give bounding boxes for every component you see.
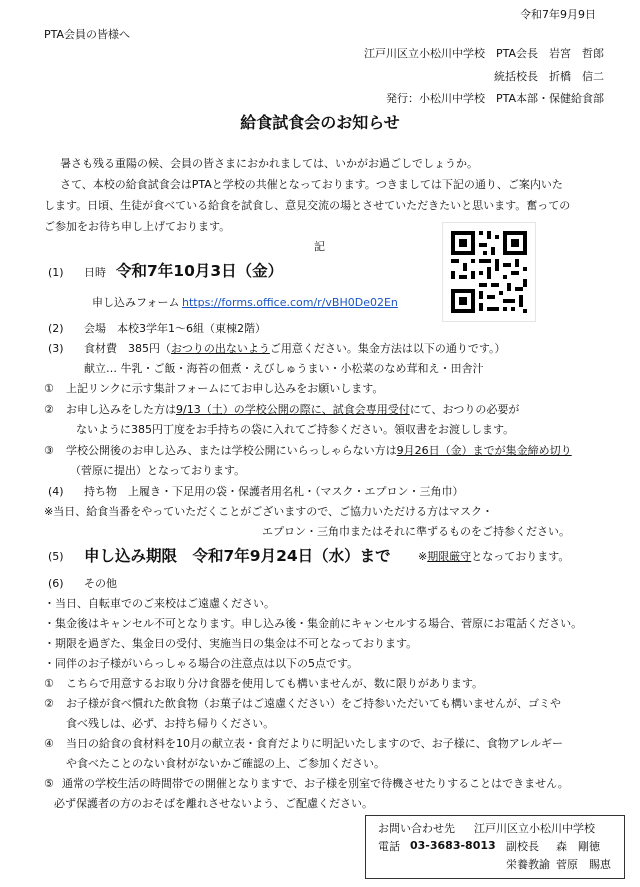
contact-label: お問い合わせ先 [378,822,455,835]
note1-number: ① [44,677,54,690]
item2-number: (2) [48,322,64,335]
note4-number: ④ [44,737,54,750]
form-link[interactable]: https://forms.office.com/r/vBH0De02En [182,296,398,309]
sender-line-2: 統括校長 折橋 信二 [494,70,604,83]
step2-text-cont: ないように385円丁度をお手持ちの袋に入れてご持参ください。領収書をお渡しします。 [76,423,515,436]
step1-text: 上記リンクに示す集計フォームにてお申し込みをお願いします。 [66,382,384,395]
note1-text: こちらで用意するお取り分け食器を使用しても構いませんが、数に限りがあります。 [66,677,484,690]
event-date: 令和7年10月3日（金） [116,262,284,280]
note5-text-cont: 必ず保護者の方のおそばを離れさせないよう、ご配慮ください。 [54,797,373,810]
note5-text: 通常の学校生活の時間帯での開催となりますで、お子様を別室で待機させたりすることはできません。 [62,777,569,790]
intro-line-2: さて、本校の給食試食会はPTAと学校の共催となっております。つきましては下記の通り、ご案内いた [60,178,563,191]
step1-number: ① [44,382,54,395]
contact-tel[interactable]: 03-3683-8013 [410,839,496,852]
intro-line-3: します。日頃、生徒が食べている給食を試食し、意見交流の場とさせていただきたいと思います。奮っての [44,199,571,212]
contact-name-1: 森 剛徳 [556,840,600,853]
item4-note-2: エプロン・三角巾またはそれに準ずるものをご持参ください。 [262,525,570,538]
step2-pre: お申し込みをした方は [66,403,176,416]
contact-role-2: 栄養教諭 [506,858,550,871]
item3-number: (3) [48,342,64,355]
other-bullet-2: ・集金後はキャンセル不可となります。申し込み後・集金前にキャンセルする場合、菅原にお電話ください。 [44,617,583,630]
item4-note-1: ※当日、給食当番をやっていただくことがございますので、ご協力いただける方はマスク・ [44,505,493,518]
item4-number: (4) [48,485,64,498]
document-title: 給食試食会のお知らせ [240,113,400,132]
qr-code-icon[interactable] [442,222,536,322]
menu-line: 献立… 牛乳・ご飯・海苔の佃煮・えびしゅうまい・小松菜のなめ茸和え・田舎汁 [84,362,484,375]
item4-text: 持ち物 上履き・下足用の袋・保護者用名札・（マスク・エプロン・三角巾） [84,485,464,498]
item6-label: その他 [84,577,117,590]
step3-text-cont: （菅原に提出）となっております。 [70,464,246,477]
step2-post: にて、おつりの必要が [409,403,520,416]
step2-underlined: 9/13（土）の学校公開の際に、試食会専用受付 [176,403,410,416]
deadline: 申し込み期限 令和7年9月24日（水）まで [84,547,391,565]
note2-text: お子様が食べ慣れた飲食物（お菓子はご遠慮ください）をご持参いただいても構いませんが、ゴミや [66,697,561,710]
note4-text-cont: や食べたことのない食材がないかご確認の上、ご参加ください。 [66,757,385,770]
note2-text-cont: 食べ残しは、必ず、お持ち帰りください。 [66,717,275,730]
other-bullet-1: ・当日、自転車でのご来校はご遠慮ください。 [44,597,275,610]
intro-line-4: ご参加をお待ち申し上げております。 [44,220,231,233]
step2-number: ② [44,403,54,416]
document-date: 令和7年9月9日 [520,8,596,21]
other-bullet-4: ・同伴のお子様がいらっしゃる場合の注意点は以下の5点です。 [44,657,359,670]
deadline-note-post: となっております。 [471,550,570,563]
step3-underlined: 9月26日（金）までが集金締め切り [396,444,572,457]
other-bullet-3: ・期限を過ぎた、集金日の受付、実施当日の集金は不可となっております。 [44,637,418,650]
deadline-note-underlined: 期限厳守 [427,550,472,563]
note5-number: ⑤ [44,777,54,790]
item5-number: (5) [48,550,64,563]
note2-number: ② [44,697,54,710]
item2-text: 会場 本校3学年1～6組（東棟2階） [84,322,266,335]
ki-marker: 記 [314,240,325,253]
item6-number: (6) [48,577,64,590]
contact-tel-label: 電話 [378,840,400,853]
note4-text: 当日の給食の食材料を10月の献立表・食育だよりに明記いたしますので、お子様に、食物アレルギー [66,737,564,750]
contact-box [365,815,625,879]
step2-text [66,403,519,417]
item3-pre: 食材費 385円（ [84,342,171,355]
step3-pre: 学校公開後のお申し込み、または学校公開にいらっしゃらない方は [66,444,397,457]
contact-role-1: 副校長 [506,840,539,853]
item1-label: 日時 [84,266,106,279]
step3-number: ③ [44,444,54,457]
item1-number: (1) [48,266,64,279]
form-label: 申し込みフォーム [92,296,180,309]
item3-underlined: おつりの出ないよう [171,342,270,355]
deadline-note-pre: ※ [418,550,428,563]
contact-school: 江戸川区立小松川中学校 [474,822,595,835]
sender-line-1: 江戸川区立小松川中学校 PTA会長 岩宮 哲郎 [363,47,604,60]
issuer-line: 発行：小松川中学校 PTA本部・保健給食部 [385,92,604,105]
intro-line-1: 暑さも残る重陽の候、会員の皆さまにおかれましては、いかがお過ごしでしょうか。 [60,157,478,170]
step3-text [66,444,572,458]
deadline-note [418,550,569,564]
addressee: PTA会員の皆様へ [44,28,131,41]
contact-name-2: 菅原 賜恵 [556,858,611,871]
item3-post: ご用意ください。集金方法は以下の通りです。） [269,342,506,355]
item3-text [84,342,506,356]
